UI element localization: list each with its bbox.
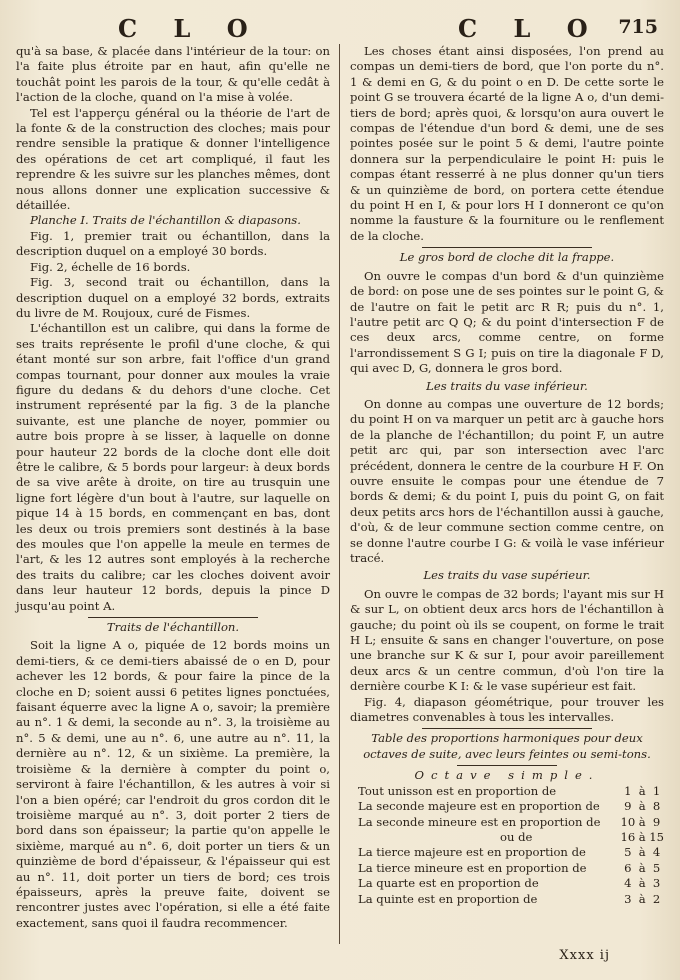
- proportion-label: La quarte est en proportion de: [358, 876, 539, 891]
- octave-heading: Octave simple.: [414, 768, 600, 783]
- paragraph: Soit la ligne A o, piquée de 12 bords moins un demi-tiers, & ce demi-tiers abaissé de o en D, pour achever les 12 bords, & pour faire la pince de la cloche en D; soient aussi 6 petites lignes ponctuées, faisant équerre avec la ligne A o, savoir; la première au n°. 1 & demi, la seconde au n°. 3, la troisième au n°. 5 & demi, une au n°. 6, une autre au n°. 11, la dernière au n°. 12, & un sixième. La première, la troisième & la dernière à compter du point o, serviront à faire l'échantillon, & les autres à voir si l'on a bien opéré; car l'endroit du gros cordon dit le troisième marqué au n°. 3, doit porter 2 tiers de bord dans son épaisseur; la partie qu'on appelle le sixième, marqué au n°. 6, doit porter un tiers & un quinzième de bord d'épaisseur, & l'épaisseur qui est au n°. 11, doit porter un tiers de bord; ces trois épaisseurs, après la preuve faite, doivent se rencontrer justes avec l'opération, si elle a été faite exactement, sans quoi il faudra recommencer.: [16, 638, 330, 930]
- running-head-left: C L O: [118, 14, 262, 43]
- table-row: [350, 845, 664, 860]
- paragraph: On ouvre le compas d'un bord & d'un quinzième de bord: on pose une de ses pointes sur le point G, & de l'autre on fait le petit arc R R; puis du n°. 1, l'autre petit arc Q Q; & du point d'intersection F de ces deux arcs, comme centre, on forme l'arrondissement S G I; puis on tire la diagonale F D, qui avec D, G, donnera le gros bord.: [350, 268, 664, 376]
- section-heading: Les traits du vase supérieur.: [423, 568, 591, 583]
- right-column: [350, 44, 664, 907]
- page-number: 715: [618, 16, 658, 38]
- ratio-separator: à: [638, 799, 646, 814]
- paragraph: L'échantillon est un calibre, qui dans la forme de ses traits représente le profil d'une cloche, & qui étant monté sur son arbre, fait l'office d'un grand compas tournant, pour donner aux moules la vraie figure du dedans & du dehors d'une cloche. Cet instrument représenté par la fig. 3 de la planche suivante, est une planche de noyer, pommier ou autre bois propre à se lisser, à laquelle on donne pour hauteur 22 bords de la cloche dont elle doit être le calibre, & 5 bords pour largeur: à deux bords de sa vive arête à droite, on tire au trusquin une ligne fort légère d'un bout à l'autre, sur laquelle on pique 14 à 15 bords, en commençant en bas, dont les deux ou trois premiers sont destinés à la base des moules que l'on appelle la meule en termes de l'art, & les 12 autres sont employés à la recherche des traits du calibre; car les cloches doivent avoir dans leur hauteur 12 bords, depuis la pince D jusqu'au point A.: [16, 321, 330, 613]
- proportion-label: La seconde majeure est en proportion de: [358, 799, 600, 814]
- ratio-second: 9: [652, 814, 661, 829]
- ratio-second: 3: [652, 876, 661, 891]
- ratio-separator: à: [638, 814, 646, 829]
- ratio-separator: à: [638, 845, 646, 860]
- divider: [88, 617, 258, 618]
- proportion-label: Tout unisson est en proportion de: [358, 783, 557, 798]
- ratio-first: 1: [624, 783, 632, 798]
- table-caption: Table des proportions harmoniques pour deux octaves de suite, avec leurs feintes ou semi-tons.: [363, 731, 651, 761]
- paragraph: Fig. 2, échelle de 16 bords.: [30, 259, 191, 274]
- paragraph: Fig. 4, diapason géométrique, pour trouver les diametres convenables à tous les intervalles.: [350, 694, 664, 725]
- proportion-label: ou de: [500, 829, 533, 844]
- proportion-table: [350, 784, 664, 907]
- table-row: [350, 876, 664, 891]
- section-heading: Traits de l'échantillon.: [106, 620, 240, 635]
- ratio-separator: à: [638, 876, 646, 891]
- paragraph: On ouvre le compas de 32 bords; l'ayant mis sur H & sur L, on obtient deux arcs hors de l'échantillon à gauche; du point où ils se coupent, on forme le trait H L; ensuite & sans en changer l'ouverture, on pose une branche sur K & sur I, pour avoir pareillement deux arcs & un centre commun, d'où l'on tire la dernière courbe K I: & le vase supérieur est fait.: [350, 586, 664, 694]
- paragraph: qu'à sa base, & placée dans l'intérieur de la tour: on l'a faite plus étroite par en haut, afin qu'elle ne touchât point les parois de la tour, & qu'elle cedât à l'action de la cloche, quand on l'a mise à volée.: [16, 44, 330, 105]
- ratio-second: 5: [652, 860, 661, 875]
- divider: [457, 765, 557, 766]
- table-row: [350, 815, 664, 830]
- ratio-first: 16: [620, 829, 636, 844]
- ratio-separator: à: [638, 783, 646, 798]
- left-column: [16, 44, 330, 931]
- ratio-second: 1: [652, 783, 661, 798]
- ratio-second: 2: [652, 891, 661, 906]
- paragraph: Planche I. Traits de l'échantillon & diapasons.: [30, 213, 301, 228]
- ratio-first: 9: [624, 799, 632, 814]
- ratio-separator: à: [638, 860, 646, 875]
- ratio-second: 15: [649, 829, 664, 844]
- section-heading: Les traits du vase inférieur.: [426, 378, 588, 393]
- ratio-first: 3: [624, 891, 632, 906]
- paragraph: Tel est l'apperçu général ou la théorie de l'art de la fonte & de la construction des cloches; mais pour rendre sensible la pratique & donner l'intelligence des opérations de cet art compliqué, il faut les reprendre & les suivre sur les planches mêmes, dont nous allons donner une explication successive & détaillée.: [16, 105, 330, 213]
- proportion-label: La quinte est en proportion de: [358, 891, 538, 906]
- column-rule: [339, 44, 340, 944]
- paragraph: Fig. 1, premier trait ou échantillon, dans la description duquel on a employé 30 bords.: [16, 228, 330, 259]
- section-heading: Le gros bord de cloche dit la frappe.: [399, 250, 615, 265]
- signature-mark: Xxxx ij: [559, 948, 610, 963]
- table-row: [350, 861, 664, 876]
- divider: [422, 728, 592, 729]
- table-row: [350, 784, 664, 799]
- paragraph: Les choses étant ainsi disposées, l'on prend au compas un demi-tiers de bord, que l'on porte du n°. 1 & demi en G, & du point o en D. De cette sorte le point G se trouvera écarté de la ligne A o, d'un demi-tiers de bord; après quoi, & lorsqu'on aura ouvert le compas de l'étendue d'un bord & demi, une de ses pointes posée sur le point 5 & demi, l'autre pointe donnera sur la perpendiculaire le point H: puis le compas étant resserré à ne plus donner qu'un tiers & un quinzième de bord, on portera cette étendue du point H en I, & pour lors H I donneront ce qu'on nomme la fausture & la fourniture ou le renflement de la cloche.: [350, 44, 664, 243]
- proportion-label: La tierce majeure est en proportion de: [358, 845, 586, 860]
- ratio-separator: à: [638, 829, 646, 844]
- ratio-second: 8: [652, 799, 661, 814]
- divider: [422, 247, 592, 248]
- table-row: [350, 799, 664, 814]
- proportion-label: La seconde mineure est en proportion de: [358, 814, 601, 829]
- ratio-first: 5: [624, 845, 632, 860]
- ratio-separator: à: [638, 891, 646, 906]
- paragraph: On donne au compas une ouverture de 12 bords; du point H on va marquer un petit arc à gauche hors de la planche de l'échantillon; du point F, un autre petit arc qui, par son intersection avec l'arc précédent, donnera le centre de la courbure H F. On ouvre ensuite le compas pour une étendue de 7 bords & demi; & du point I, puis du point G, on fait deux petits arcs hors de l'échantillon aussi à gauche, d'où, & de leur commune section comme centre, on se donne l'autre courbe I G: & voilà le vase inférieur tracé.: [350, 396, 664, 565]
- table-row: [350, 830, 664, 845]
- ratio-first: 6: [624, 860, 632, 875]
- ratio-first: 10: [620, 814, 636, 829]
- ratio-first: 4: [624, 876, 632, 891]
- running-head-right: C L O: [458, 14, 602, 43]
- table-row: [350, 892, 664, 907]
- paragraph: Fig. 3, second trait ou échantillon, dans la description duquel on a employé 32 bords, extraits du livre de M. Roujoux, curé de Fismes.: [16, 275, 330, 320]
- ratio-second: 4: [652, 845, 661, 860]
- proportion-label: La tierce mineure est en proportion de: [358, 860, 587, 875]
